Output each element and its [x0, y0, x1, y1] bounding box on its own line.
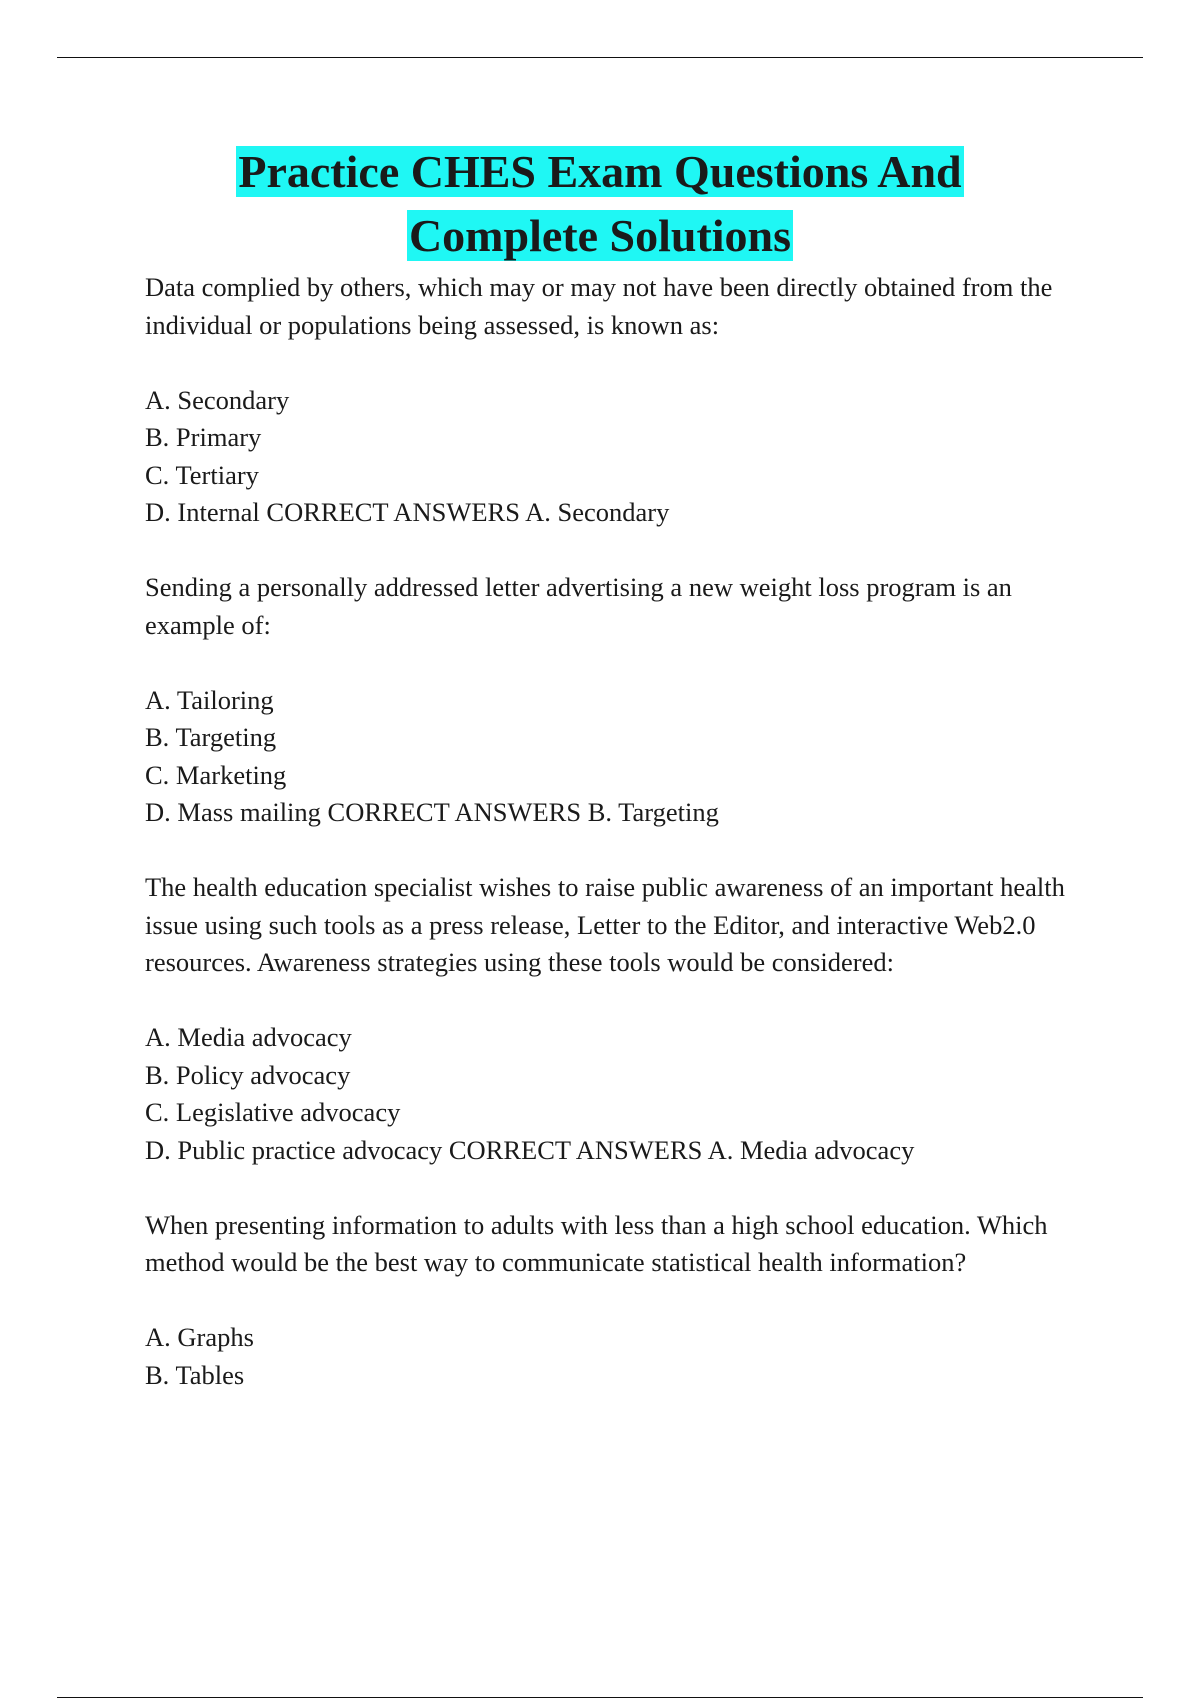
questions-body: [145, 269, 1085, 1432]
option-item: B. Targeting: [145, 722, 277, 752]
option-item: B. Policy advocacy: [145, 1059, 351, 1090]
option-item: A. Tailoring: [145, 684, 274, 715]
top-rule: [57, 57, 1143, 58]
document-title: [0, 140, 1200, 268]
options-list: [145, 1319, 1085, 1394]
option-item-with-answer: D. Mass mailing CORRECT ANSWERS B. Targeting: [145, 797, 719, 827]
question-text: Data complied by others, which may or may not have been directly obtained from the individual or populations being assessed, is known as:: [145, 272, 1053, 340]
question-block-4: [145, 1207, 1085, 1395]
options-list: [145, 1019, 1085, 1169]
question-text: When presenting information to adults with less than a high school education. Which method would be the best way to communicate statistical health information?: [145, 1209, 1048, 1277]
options-list: [145, 382, 1085, 532]
option-item: C. Tertiary: [145, 459, 259, 490]
option-item: A. Secondary: [145, 384, 290, 415]
option-item: C. Marketing: [145, 759, 287, 790]
option-item-with-answer: D. Internal CORRECT ANSWERS A. Secondary: [145, 497, 670, 527]
title-line-1: Practice CHES Exam Questions And: [238, 146, 962, 197]
question-block-2: [145, 569, 1085, 832]
option-item: B. Primary: [145, 422, 262, 452]
bottom-rule: [57, 1697, 1143, 1698]
options-list: [145, 682, 1085, 832]
question-text: The health education specialist wishes to raise public awareness of an important health issue using such tools as a press release, Letter to the Editor, and interactive Web2.0 resources. Awareness strategies using these tools would be considered:: [145, 872, 1065, 977]
option-item-with-answer: D. Public practice advocacy CORRECT ANSWERS A. Media advocacy: [145, 1134, 915, 1165]
option-item: A. Media advocacy: [145, 1022, 352, 1052]
option-item: C. Legislative advocacy: [145, 1097, 401, 1127]
option-item: B. Tables: [145, 1359, 245, 1390]
title-line-2: Complete Solutions: [408, 210, 792, 261]
question-block-1: [145, 269, 1085, 532]
question-text: Sending a personally addressed letter advertising a new weight loss program is an example of:: [145, 572, 1012, 640]
option-item: A. Graphs: [145, 1322, 254, 1352]
question-block-3: [145, 869, 1085, 1169]
